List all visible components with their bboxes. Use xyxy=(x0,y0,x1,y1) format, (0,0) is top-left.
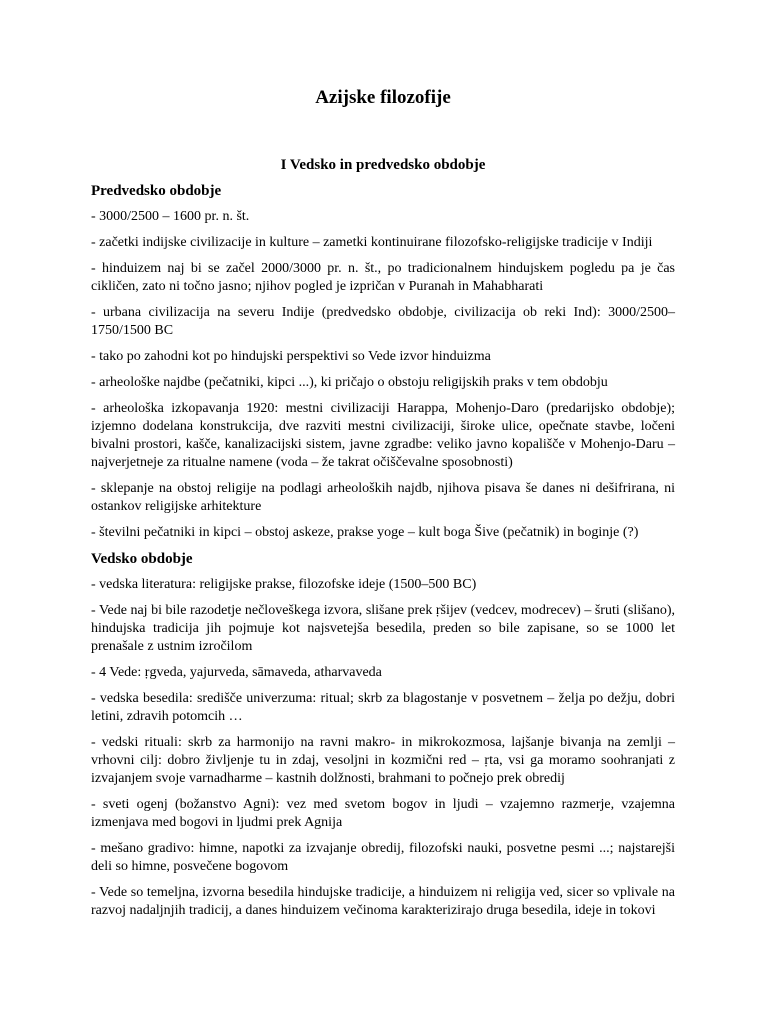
paragraph: - arheološke najdbe (pečatniki, kipci ...), ki pričajo o obstoju religijskih praks v tem obdobju xyxy=(91,375,608,390)
paragraph: - začetki indijske civilizacije in kulture – zametki kontinuirane filozofsko-religijske tradicije v Indiji xyxy=(91,235,653,250)
subsection-predvedsko xyxy=(91,182,675,542)
document-content xyxy=(91,87,675,920)
paragraph: - vedski rituali: skrb za harmonijo na ravni makro- in mikrokozmosa, lajšanje bivanja na zemlji – vrhovni cilj: dobro življenje tu in zdaj, vesoljni in kozmični red – ṛta, vsi ga moramo soohranjati z izvajanjem svoje varnadharme – kastnih dolžnosti, brahmani to počnejo prek obredij xyxy=(91,735,675,786)
paragraph: - mešano gradivo: himne, napotki za izvajanje obredij, filozofski nauki, posvetne pesmi ...; najstarejši deli so himne, posvečene bogovom xyxy=(91,841,675,874)
paragraph: - Vede naj bi bile razodetje nečloveškega izvora, slišane prek ṛšijev (vedcev, modrecev) – šruti (slišano), hindujska tradicija jih pojmuje kot najsvetejša besedila, preden so bile zapisane, so se 1000 let prenašale z ustnim izročilom xyxy=(91,603,675,654)
subsection-heading: Predvedsko obdobje xyxy=(91,183,222,199)
paragraph: - sveti ogenj (božanstvo Agni): vez med svetom bogov in ljudi – vzajemno razmerje, vzajemna izmenjava med bogovi in ljudmi prek Agnija xyxy=(91,797,675,830)
paragraph: - vedska literatura: religijske prakse, filozofske ideje (1500–500 BC) xyxy=(91,577,477,592)
paragraph: - tako po zahodni kot po hindujski perspektivi so Vede izvor hinduizma xyxy=(91,349,491,364)
subsection-vedsko xyxy=(91,550,675,920)
paragraph: - vedska besedila: središče univerzuma: ritual; skrb za blagostanje v posvetnem – želja po dežju, dobri letini, zdravih potomcih … xyxy=(91,691,675,724)
paragraph: - Vede so temeljna, izvorna besedila hindujske tradicije, a hinduizem ni religija ved, sicer so vplivale na razvoj nadaljnjih tradicij, a danes hinduizem večinoma karakterizirajo druga besedila, ideje in tokovi xyxy=(91,885,675,918)
paragraph: - 4 Vede: ṛgveda, yajurveda, sāmaveda, atharvaveda xyxy=(91,665,382,680)
paragraph: - urbana civilizacija na severu Indije (predvedsko obdobje, civilizacija ob reki Ind): 3000/2500–1750/1500 BC xyxy=(91,305,675,338)
document-title: Azijske filozofije xyxy=(315,87,451,108)
paragraph: - sklepanje na obstoj religije na podlagi arheoloških najdb, njihova pisava še danes ni dešifrirana, ni ostankov religijske arhitekture xyxy=(91,481,675,514)
paragraph: - 3000/2500 – 1600 pr. n. št. xyxy=(91,209,250,224)
paragraph: - številni pečatniki in kipci – obstoj askeze, prakse yoge – kult boga Šive (pečatnik) in boginje (?) xyxy=(91,525,639,540)
paragraph: - arheološka izkopavanja 1920: mestni civilizaciji Harappa, Mohenjo-Daro (predarijsko obdobje); izjemno dodelana konstrukcija, dve razviti mestni civilizaciji, široke ulice, opečnate stavbe, ločeni bivalni prostori, kašče, kanalizacijski sistem, javne zgradbe: veliko javno kopališče v Mohenjo-Daru – najverjetneje za ritualne namene (voda – že takrat očiščevalne sposobnosti) xyxy=(91,401,675,470)
subsection-heading: Vedsko obdobje xyxy=(91,551,193,567)
paragraph: - hinduizem naj bi se začel 2000/3000 pr. n. št., po tradicionalnem hindujskem pogledu pa je čas cikličen, zato ni točno jasno; njihov pogled je izpričan v Puranah in Mahabharati xyxy=(91,261,675,294)
section-heading: I Vedsko in predvedsko obdobje xyxy=(280,157,486,173)
